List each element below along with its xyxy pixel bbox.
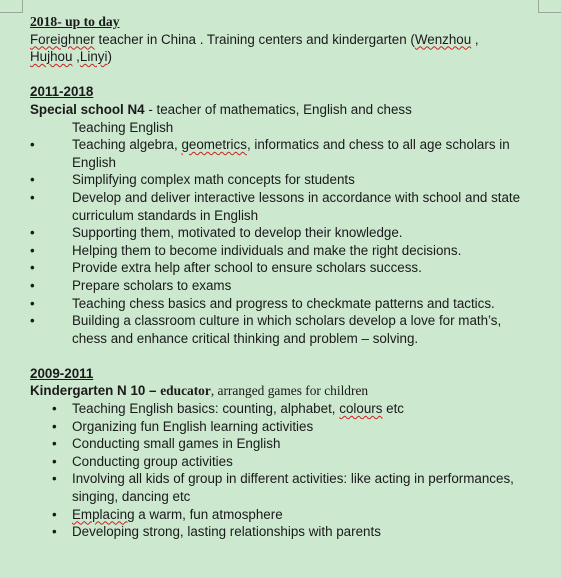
- bullet-icon: •: [30, 242, 35, 258]
- list-item-text: Simplifying complex math concepts for students: [72, 172, 355, 188]
- subline-text: Teaching English: [72, 119, 174, 135]
- text-fragment: teacher in China . Training centers and kindergarten (: [94, 31, 415, 47]
- section-2009-role: [30, 382, 530, 400]
- section-2018: [30, 13, 530, 31]
- bullet-icon: •: [52, 453, 57, 469]
- section-2011-role: [30, 101, 530, 119]
- list-item: [30, 400, 530, 418]
- bullet-icon: •: [30, 295, 35, 311]
- section-2018-description: [30, 31, 530, 66]
- page-corner-mark-left: [0, 0, 23, 13]
- bullet-icon: •: [52, 471, 57, 487]
- list-item: [30, 136, 530, 171]
- section-heading-2009: 2009-2011: [30, 365, 94, 381]
- bullet-icon: •: [52, 401, 57, 417]
- text-fragment: a warm, fun atmosphere: [134, 506, 283, 522]
- list-item-text: Developing strong, lasting relationships with parents: [72, 524, 381, 540]
- bullet-icon: •: [30, 225, 35, 241]
- role-description: , arranged games for children: [210, 383, 369, 399]
- list-item-text: Develop and deliver interactive lessons in accordance with school and state curriculum standards in English: [72, 189, 521, 223]
- list-item: [30, 523, 530, 541]
- bullet-icon: •: [30, 277, 35, 293]
- text-fragment: , informatics and chess to all age scholars in English: [72, 137, 510, 170]
- section-heading-2011: 2011-2018: [30, 84, 94, 100]
- bullet-icon: •: [52, 418, 57, 434]
- spacer: [30, 66, 530, 84]
- list-item-text: Teaching chess basics and progress to checkmate patterns and tactics.: [72, 295, 495, 311]
- bullet-icon: •: [30, 313, 35, 329]
- section-heading-2018: 2018- up to day: [30, 14, 120, 29]
- text-fragment: Linyi: [79, 49, 108, 65]
- list-item-text: Prepare scholars to exams: [72, 277, 232, 293]
- list-item: [30, 418, 530, 436]
- list-item: [30, 242, 530, 260]
- list-item: [30, 506, 530, 524]
- bullet-icon: •: [52, 506, 57, 522]
- list-item: [30, 171, 530, 189]
- text-fragment: Teaching English basics: counting, alphabet,: [72, 401, 340, 417]
- section-2009: [30, 365, 530, 383]
- text-fragment: Teaching algebra,: [72, 137, 182, 153]
- list-item-text: Supporting them, motivated to develop their knowledge.: [72, 225, 403, 241]
- role-title: Special school N4: [30, 101, 145, 117]
- list-item-text: Building a classroom culture in which scholars develop a love for math’s, chess and enhance critical thinking and problem – solving.: [72, 313, 502, 346]
- list-item: [30, 295, 530, 313]
- list-item: [30, 189, 530, 224]
- role-description: - teacher of mathematics, English and chess: [144, 101, 412, 117]
- list-item: [30, 259, 530, 277]
- bullet-icon: •: [30, 172, 35, 188]
- text-fragment: ): [107, 49, 112, 65]
- bullet-icon: •: [52, 436, 57, 452]
- text-fragment: geometrics: [181, 137, 247, 153]
- list-item: [30, 277, 530, 295]
- bullet-icon: •: [30, 189, 35, 205]
- document-body: [30, 13, 530, 541]
- role-title: Kindergarten N 10 –: [30, 383, 161, 399]
- text-fragment: etc: [382, 401, 405, 417]
- bullet-icon: •: [30, 137, 35, 153]
- section-2011-subline: [30, 119, 530, 137]
- list-item-text: Conducting group activities: [72, 453, 233, 469]
- list-item-text: Conducting small games in English: [72, 436, 281, 452]
- text-fragment: ,: [72, 49, 80, 65]
- list-item-text: Helping them to become individuals and make the right decisions.: [72, 242, 462, 258]
- bullet-icon: •: [52, 524, 57, 540]
- bullet-icon: •: [30, 260, 35, 276]
- spacer: [30, 347, 530, 365]
- list-item-text: Involving all kids of group in different activities: like acting in performances, singing, dancing etc: [72, 471, 514, 505]
- list-item-text: Provide extra help after school to ensure scholars success.: [72, 260, 422, 276]
- text-fragment: Emplacing: [72, 506, 135, 522]
- list-item: [30, 453, 530, 471]
- list-item: [30, 224, 530, 242]
- kindergarten-duties-list: [30, 400, 530, 541]
- text-fragment: Wenzhou: [414, 31, 472, 47]
- list-item: [30, 312, 530, 347]
- list-item: [30, 435, 530, 453]
- role-title-serif: educator: [160, 383, 211, 399]
- section-2011: [30, 83, 530, 101]
- text-fragment: ,: [471, 31, 479, 47]
- text-fragment: Hujhou: [30, 49, 73, 65]
- list-item: [30, 470, 530, 505]
- text-fragment: Foreighner: [30, 31, 95, 47]
- page-corner-mark-right: [538, 0, 561, 13]
- text-fragment: colours: [339, 401, 383, 417]
- list-item-text: Organizing fun English learning activities: [72, 418, 314, 434]
